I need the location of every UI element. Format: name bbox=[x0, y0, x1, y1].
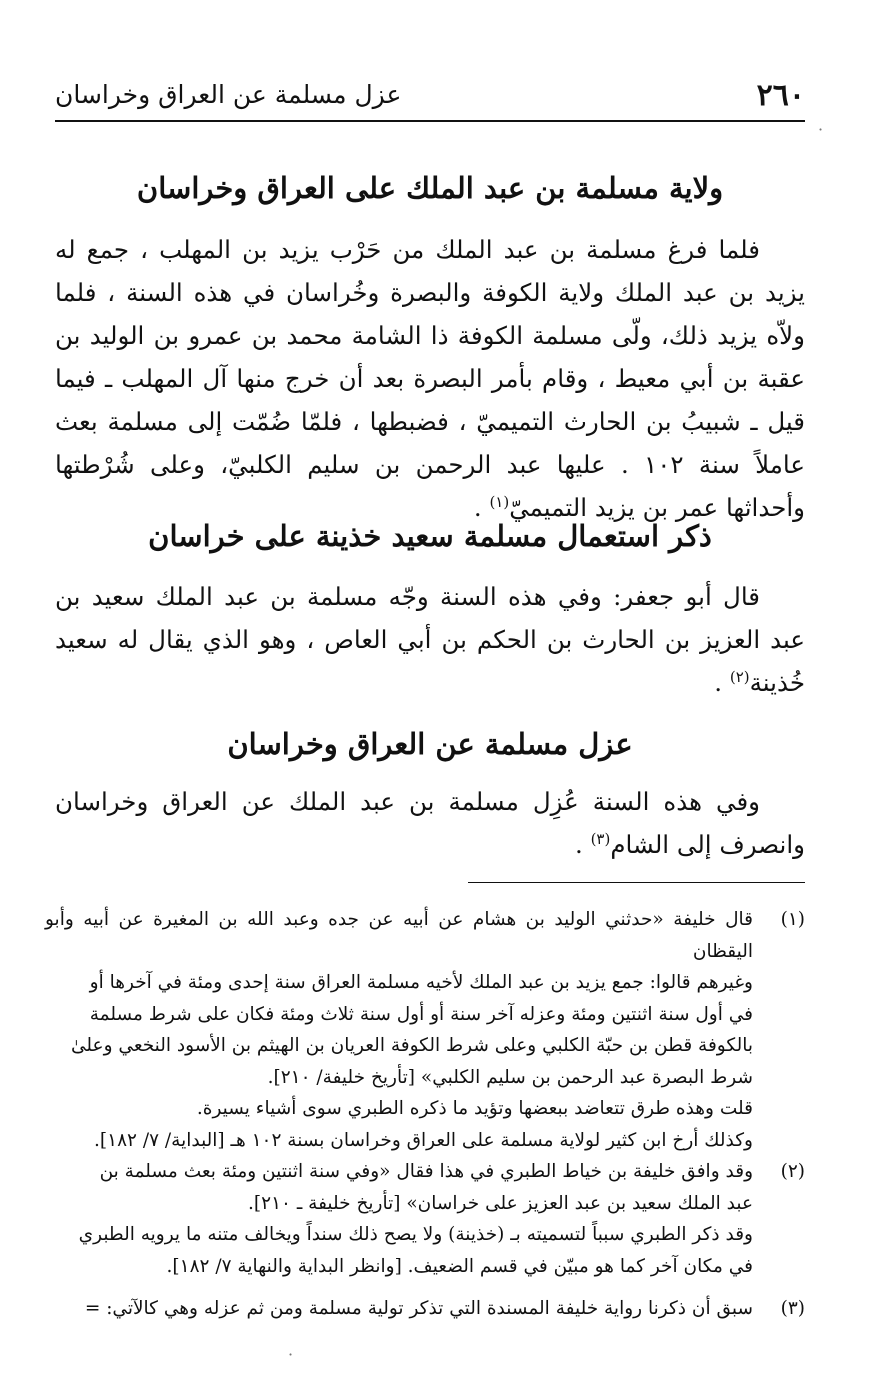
footnote-3 bbox=[45, 1293, 805, 1325]
footnote-line: بالكوفة قطن بن حبّة الكلبي وعلى شرط الكوفة العريان بن الهيثم بن الأسود النخعي وعلىٰ bbox=[71, 1035, 753, 1056]
section-heading-2: ذكر استعمال مسلمة سعيد خذينة على خراسان bbox=[148, 519, 712, 553]
section-paragraph-2 bbox=[55, 575, 805, 704]
footnote-number: (٢) bbox=[780, 1161, 805, 1182]
footnote-line: وكذلك أرخ ابن كثير لولاية مسلمة على العراق وخراسان بسنة ١٠٢ هـ [البداية/ ٧/ ١٨٢]. bbox=[94, 1129, 753, 1151]
footnote-divider bbox=[468, 882, 805, 883]
footnote-line: وغيرهم قالوا: جمع يزيد بن عبد الملك لأخيه مسلمة العراق سنة إحدى ومئة في آخرها أو bbox=[89, 972, 753, 993]
footnote-number: (٣) bbox=[780, 1298, 805, 1319]
page-number: ٢٦٠ bbox=[756, 78, 805, 113]
footnote-2 bbox=[45, 1156, 805, 1282]
footnote-line: في أول سنة اثنتين ومئة وعزله آخر سنة أو أول سنة ثلاث ومئة فكان على شرط مسلمة bbox=[89, 1003, 753, 1025]
running-header bbox=[55, 68, 805, 118]
paragraph-end: . bbox=[473, 493, 490, 522]
paragraph-text: فلما فرغ مسلمة بن عبد الملك من حَرْب يزيد بن المهلب ، جمع له يزيد بن عبد الملك ولاية الكوفة والبصرة وخُراسان في هذه السنة ، فلما ولاّه يزيد ذلك، ولّى مسلمة الكوفة ذا الشامة محمد بن عمرو بن الوليد بن عقبة بن أبي معيط ، وقام بأمر البصرة بعد أن خرج منها آل المهلب ـ فيما قيل ـ شبيبُ بن الحارث التميميّ ، فضبطها ، فلمّا ضُمّت إلى مسلمة بعث عاملاً سنة ١٠٢ . عليها عبد الرحمن بن سليم الكلبيّ، وعلى شُرْطتها وأحداثها عمر بن يزيد التميميّ bbox=[55, 235, 805, 522]
footnote-reference-2[interactable]: (٢) bbox=[729, 667, 750, 686]
footnote-line: وقد وافق خليفة بن خياط الطبري في هذا فقال «وفي سنة اثنتين ومئة بعث مسلمة بن bbox=[99, 1161, 753, 1182]
footnote-line: سبق أن ذكرنا رواية خليفة المسندة التي تذكر تولية مسلمة ومن ثم عزله وهي كالآتي: = bbox=[84, 1298, 753, 1319]
paragraph-text: قال أبو جعفر: وفي هذه السنة وجّه مسلمة بن عبد الملك سعيد بن عبد العزيز بن الحارث بن الحكم بن أبي العاص ، وهو الذي يقال له سعيد خُذينة bbox=[55, 582, 805, 697]
footnote-reference-3[interactable]: (٣) bbox=[590, 829, 611, 848]
footnote-line: وقد ذكر الطبري سبباً لتسميته بـ (خذينة) ولا يصح ذلك سنداً ويخالف متنه ما يرويه الطبري bbox=[78, 1224, 753, 1245]
footnote-line: شرط البصرة عبد الرحمن بن سليم الكلبي» [تأريخ خليفة/ ٢١٠]. bbox=[267, 1066, 753, 1088]
footnote-body bbox=[45, 1156, 753, 1282]
footnote-number: (١) bbox=[780, 909, 805, 930]
footnote-1 bbox=[45, 904, 805, 1156]
paragraph-end: . bbox=[574, 830, 591, 859]
section-paragraph-3 bbox=[55, 780, 805, 866]
footnote-line: عبد الملك سعيد بن عبد العزيز على خراسان» [تأريخ خليفة ـ ٢١٠]. bbox=[248, 1192, 753, 1214]
paragraph-text: وفي هذه السنة عُزِل مسلمة بن عبد الملك عن العراق وخراسان وانصرف إلى الشام bbox=[55, 787, 805, 859]
scan-speck: · bbox=[288, 1345, 294, 1364]
footnote-line: في مكان آخر كما هو مبيّن في قسم الضعيف. [وانظر البداية والنهاية ٧/ ١٨٢]. bbox=[166, 1255, 753, 1277]
footnote-body bbox=[45, 904, 753, 1156]
scan-speck: · bbox=[818, 120, 824, 139]
section-heading-1: ولاية مسلمة بن عبد الملك على العراق وخراسان bbox=[136, 171, 724, 205]
running-title: عزل مسلمة عن العراق وخراسان bbox=[55, 80, 402, 109]
section-paragraph-1 bbox=[55, 228, 805, 529]
footnote-reference-1[interactable]: (١) bbox=[489, 492, 510, 511]
footnote-body bbox=[45, 1293, 753, 1325]
section-heading-3: عزل مسلمة عن العراق وخراسان bbox=[227, 727, 633, 761]
paragraph-end: . bbox=[714, 668, 730, 697]
footnote-line: قال خليفة «حدثني الوليد بن هشام عن أبيه عن جده وعبد الله بن المغيرة عن أبيه وأبو اليقظان bbox=[45, 909, 753, 962]
footnote-line: قلت وهذه طرق تتعاضد ببعضها وتؤيد ما ذكره الطبري سوى أشياء يسيرة. bbox=[196, 1098, 753, 1119]
header-divider bbox=[55, 120, 805, 122]
